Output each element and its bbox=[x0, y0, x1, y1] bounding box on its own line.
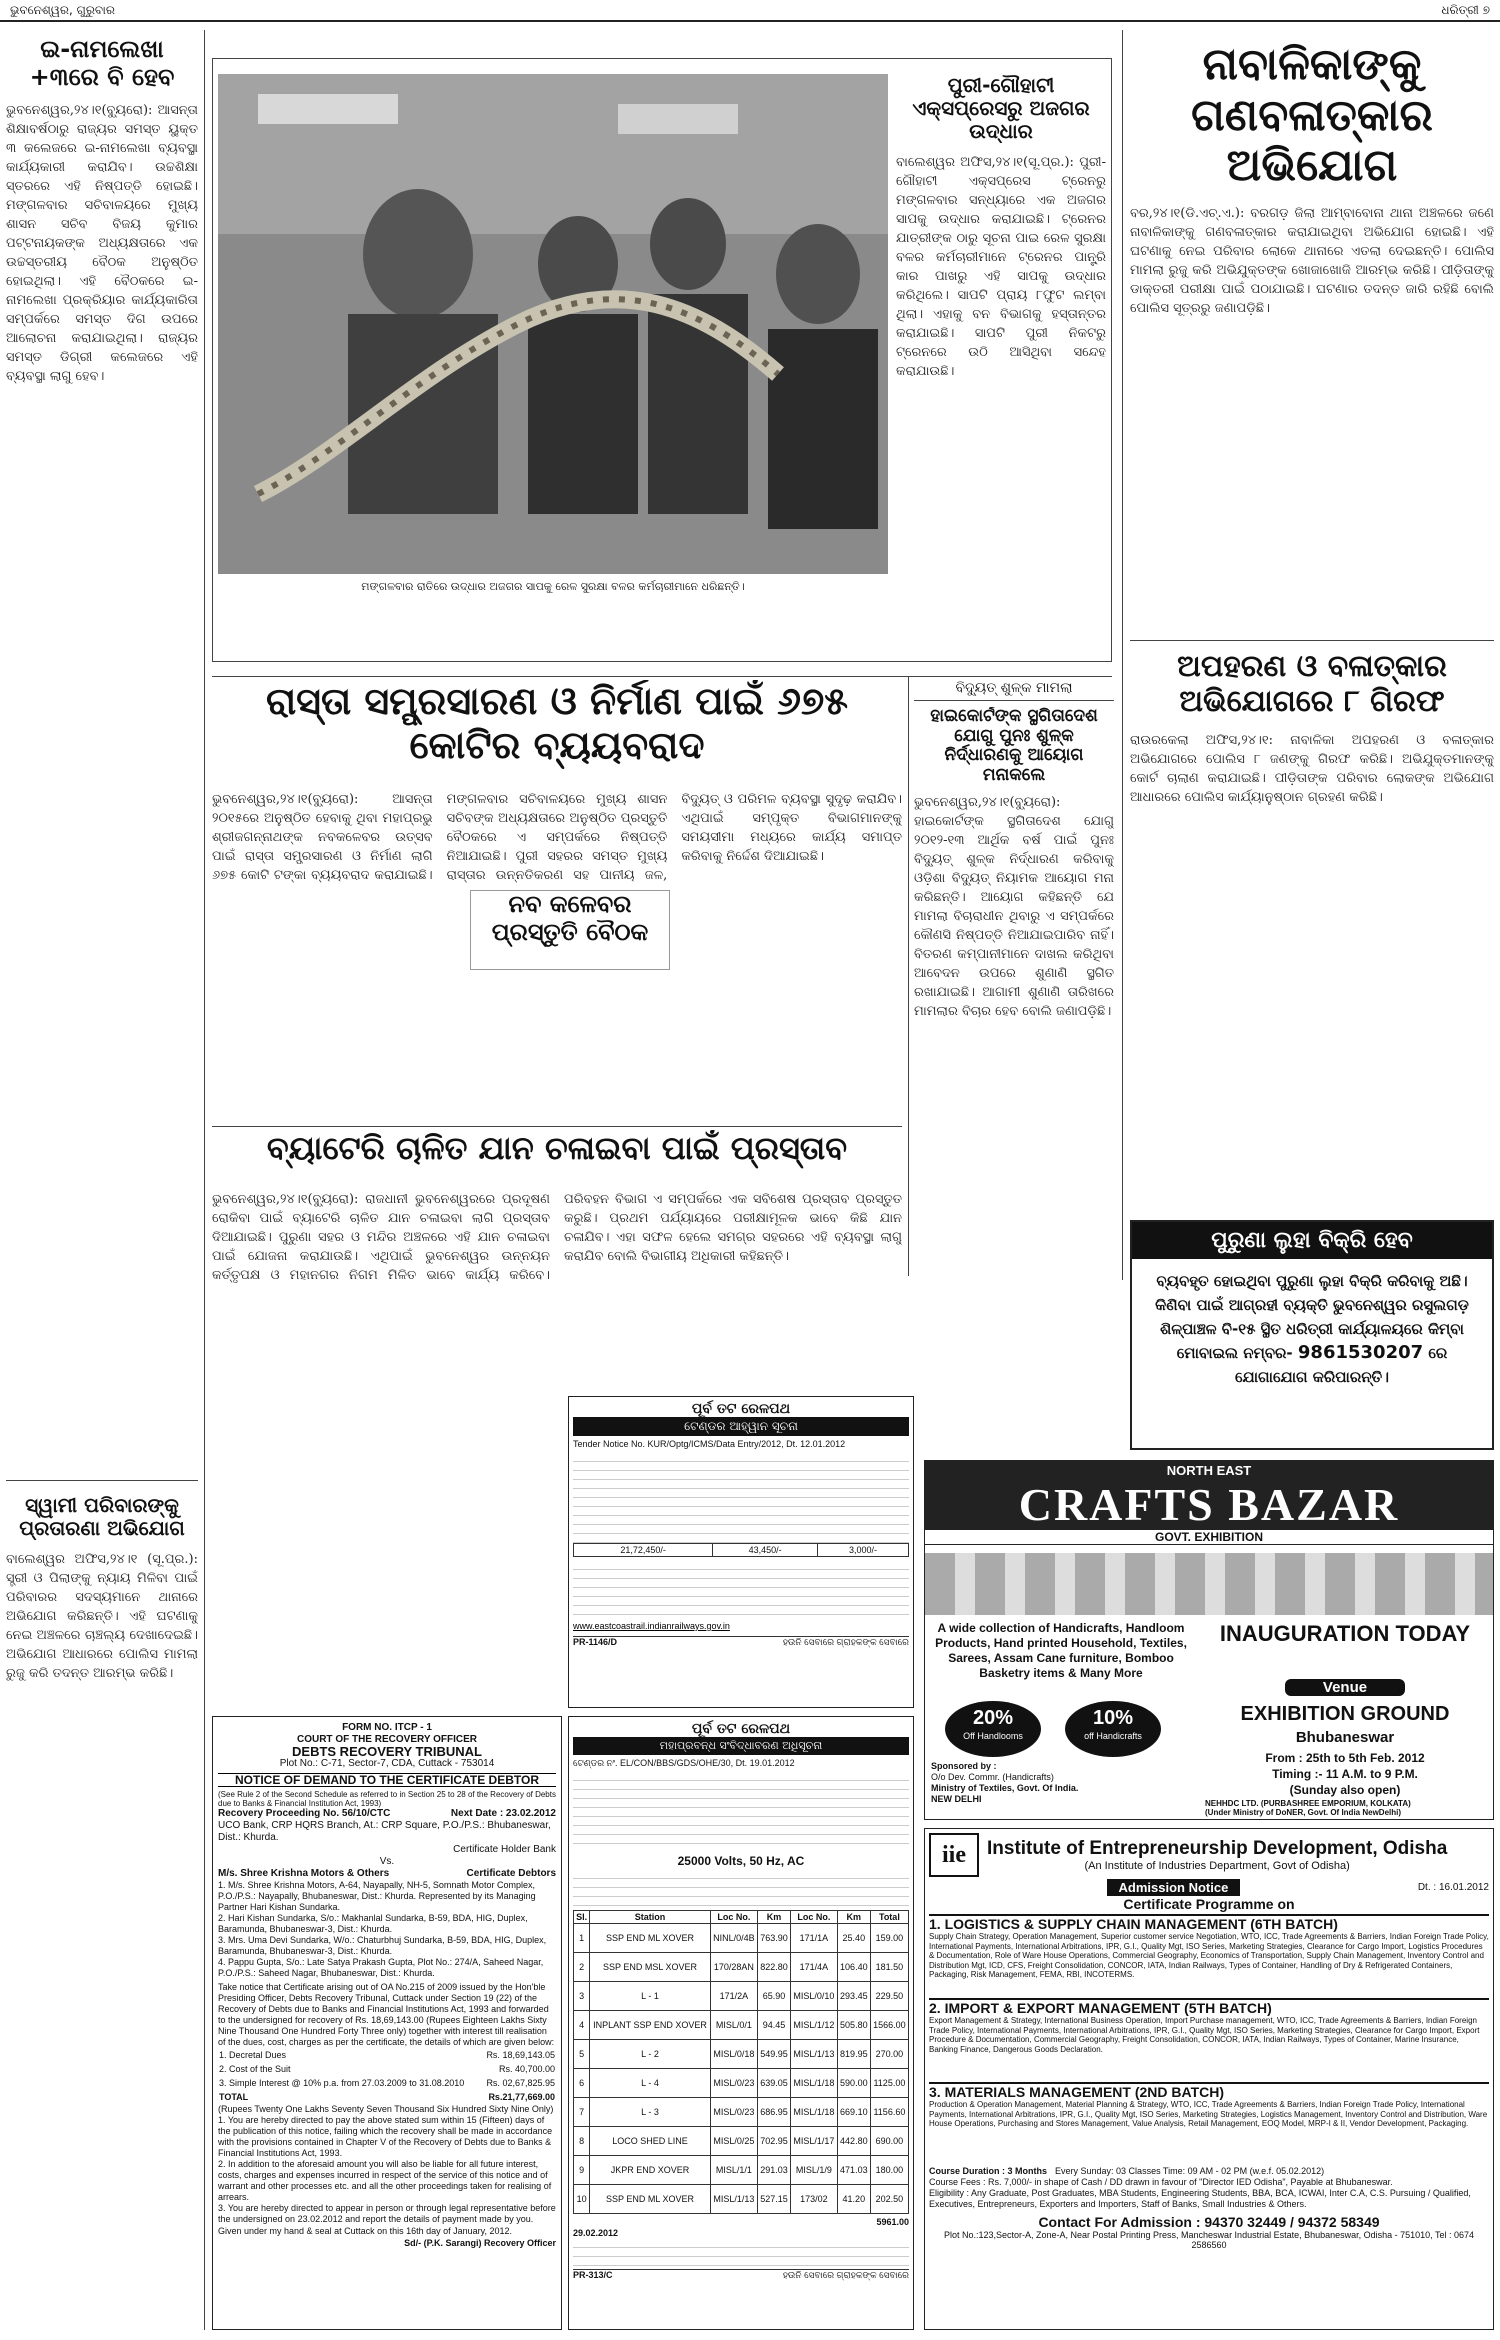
abduction-body: ରାଉରକେଲା ଅଫିସ,୨୪।୧: ନାବାଳିକା ଅପହରଣ ଓ ବଳାତ୍କାର ଅଭିଯୋଗରେ ପୋଲିସ ୮ ଜଣଙ୍କୁ ଗିରଫ କରିଛି। ଅଭିଯୁକ୍ତମାନଙ୍କୁ କୋର୍ଟ ଚାଲାଣ କରାଯାଇଛି। ପୀଡ଼ିତାଙ୍କ ପରିବାର ଲୋକଙ୍କ ଅଭିଯୋଗ ଆଧାରରେ ପୋଲିସ କାର୍ଯ୍ୟାନୁଷ୍ଠାନ ଗ୍ରହଣ କରିଛି। bbox=[1130, 733, 1494, 805]
tender2-col-header: Km bbox=[837, 1911, 870, 1924]
tender1-ref: Tender Notice No. KUR/Optg/ICMS/Data Entry/2012, Dt. 12.01.2012 bbox=[573, 1439, 846, 1449]
hc-rule bbox=[908, 676, 909, 1276]
drt-debtor-item: 2. Hari Kishan Sundarka, S/o.: Makhanlal Sundarka, B-59, BDA, HIG, Duplex, Baramunda, Bhubaneswar-3, Dist.: Khurda. bbox=[218, 1913, 528, 1934]
drt-amount-label: 2. Cost of the Suit bbox=[219, 2064, 291, 2074]
tender2-cell: 442.80 bbox=[837, 2127, 870, 2156]
tender2-cell: SSP END ML XOVER bbox=[590, 1924, 711, 1953]
tender2-cell: MISL/1/18 bbox=[791, 2069, 838, 2098]
tender2-col-header: Loc No. bbox=[710, 1911, 757, 1924]
python-body: ବାଲେଶ୍ୱର ଅଫିସ,୨୪।୧(ସୂ.ପ୍ର.): ପୁରୀ-ଗୌହାଟୀ ଏକ୍ସପ୍ରେସ ଟ୍ରେନରୁ ମଙ୍ଗଳବାର ସନ୍ଧ୍ୟାରେ ଏକ ଅଜଗର ସାପକୁ ଉଦ୍ଧାର କରାଯାଇଛି। ଟ୍ରେନର ଯାତ୍ରୀଙ୍କ ଠାରୁ ସୂଚନା ପାଇ ରେଳ ସୁରକ୍ଷା ବଳର କର୍ମଚାରୀମାନେ ଟ୍ରେନର ପାନ୍ଟ୍ରି କାର ପାଖରୁ ଏହି ସାପକୁ ଉଦ୍ଧାର କରିଥିଲେ। ସାପଟି ପ୍ରାୟ ୮ଫୁଟ ଲମ୍ବା ଥିଲା। ଏହାକୁ ବନ ବିଭାଗକୁ ହସ୍ତାନ୍ତର କରାଯାଇଛି। ସାପଟି ପୁରୀ ନିକଟରୁ ଟ୍ରେନରେ ଉଠି ଆସିଥିବା ସନ୍ଦେହ କରାଯାଉଛି। bbox=[896, 155, 1106, 379]
tender2-date: 29.02.2012 bbox=[573, 2228, 619, 2238]
drt-holder: Certificate Holder Bank bbox=[453, 1844, 556, 1855]
tender2-cell: 291.03 bbox=[758, 2156, 791, 2185]
python-headline: ପୁରୀ-ଗୌହାଟୀ ଏକ୍ସପ୍ରେସରୁ ଅଜଗର ଉଦ୍ଧାର bbox=[912, 74, 1090, 143]
iie-title-block bbox=[987, 1838, 1447, 1872]
tender2-cell: 171/4A bbox=[791, 1953, 838, 1982]
tender2-cell: 9 bbox=[574, 2156, 590, 2185]
tender2-cell: MISL/1/13 bbox=[710, 2185, 757, 2214]
col1b-body: ବାଲେଶ୍ୱର ଅଫିସ,୨୪।୧ (ସୂ.ପ୍ର.): ସ୍ତ୍ରୀ ଓ ପିଲାଙ୍କୁ ନ୍ୟାୟ ମିଳିବା ପାଇଁ ପରିବାରର ସଦସ୍ୟମାନେ ଥାନାରେ ଅଭିଯୋଗ କରିଛନ୍ତି। ଏହି ଘଟଣାକୁ ନେଇ ଅଞ୍ଚଳରେ ଚାଞ୍ଚଲ୍ୟ ଦେଖାଦେଇଛି। ଅଭିଯୋଗ ଆଧାରରେ ପୋଲିସ ମାମଲା ରୁଜୁ କରି ତଦନ୍ତ ଆରମ୍ଭ କରିଛି। bbox=[6, 1552, 198, 1681]
crafts-city: Bhubaneswar bbox=[1295, 1729, 1395, 1746]
iie-date: Dt. : 16.01.2012 bbox=[1417, 1882, 1489, 1893]
iie-cert: Certificate Programme on bbox=[1123, 1896, 1295, 1912]
right-divider bbox=[1130, 640, 1494, 641]
iie-course-1-desc: Supply Chain Strategy, Operation Management, Superior customer service Negotiation, WTO, ICC, Trade Agreements & Barriers, Indian Foreign Trade Policy, International Payments, International Arbitrations, IPR, G.I., Quality Mgt, ISO Series, Marketing Strategies, Clearance for Cargo Import, Logistics Procedures & Documentation, Role of Ware House Operations, Commercial Geography, Economics of Transportation, Supply Chain Management, Inventory Control and Distribution Mgt, ICD, CFS, Freight Consolidation, CONCOR, IATA, Indian Railways, Types of Container, Handling of Dry & Refrigerated Containers, Packaging, Risk Management, FEMA, RBI, INCOTERMS. bbox=[929, 1932, 1489, 1979]
tender2-filler bbox=[573, 1772, 909, 1852]
crafts-timing: Timing :- 11 A.M. to 9 P.M. bbox=[1272, 1767, 1418, 1781]
drt-subtitle: (See Rule 2 of the Second Schedule as referred to in Section 25 to 28 of the Recovery of Debts due to Banks & Financial Institution Act, 1993) bbox=[218, 1790, 556, 1808]
tender2-cell: 471.03 bbox=[837, 2156, 870, 2185]
discount-value: 20% bbox=[972, 1707, 1014, 1729]
iie-logo: iie bbox=[929, 1833, 979, 1877]
tender2-col-header: Km bbox=[758, 1911, 791, 1924]
iie-every: Every Sunday: 03 Classes Time: 09 AM - 02 PM (w.e.f. 05.02.2012) bbox=[1055, 2166, 1325, 2176]
hc-headline: ହାଇକୋର୍ଟଙ୍କ ସ୍ଥଗିତାଦେଶ ଯୋଗୁ ପୁନଃ ଶୁଳ୍କ ନିର୍ଦ୍ଧାରଣକୁ ଆୟୋଗ ମନାକଲେ bbox=[930, 707, 1098, 785]
tender2-col-header: Loc No. bbox=[791, 1911, 838, 1924]
tender1-code: PR-1146/D bbox=[573, 1637, 618, 1647]
col1-body: ଭୁବନେଶ୍ୱର,୨୪।୧(ବ୍ୟୁରୋ): ଆସନ୍ତା ଶିକ୍ଷାବର୍ଷଠାରୁ ରାଜ୍ୟର ସମସ୍ତ ୟୁକ୍ତ ୩ କଲେଜରେ ଇ-ନାମଲେଖା ବ୍ୟବସ୍ଥା କାର୍ଯ୍ୟକାରୀ କରାଯିବ। ଉଚ୍ଚଶିକ୍ଷା ସ୍ତରରେ ଏହି ନିଷ୍ପତ୍ତି ହୋଇଛି। ମଙ୍ଗଳବାର ସଚିବାଳୟରେ ମୁଖ୍ୟ ଶାସନ ସଚିବ ବିଜୟ କୁମାର ପଟ୍ଟନାୟକଙ୍କ ଅଧ୍ୟକ୍ଷତାରେ ଏକ ଉଚ୍ଚସ୍ତରୀୟ ବୈଠକ ଅନୁଷ୍ଠିତ ହୋଇଥିଲା। ଏହି ବୈଠକରେ ଇ-ନାମଲେଖା ପ୍ରକ୍ରିୟାର କାର୍ଯ୍ୟକାରିତା ସମ୍ପର୍କରେ ସମସ୍ତ ଦିଗ ଉପରେ ଆଲୋଚନା କରାଯାଇଥିଲା। ରାଜ୍ୟର ସମସ୍ତ ଡିଗ୍ରୀ କଲେଜରେ ଏହି ବ୍ୟବସ୍ଥା ଲାଗୁ ହେବ। bbox=[6, 103, 198, 385]
battery-body: ଭୁବନେଶ୍ୱର,୨୪।୧(ବ୍ୟୁରୋ): ରାଜଧାନୀ ଭୁବନେଶ୍ୱରରେ ପ୍ରଦୂଷଣ ରୋକିବା ପାଇଁ ବ୍ୟାଟେରି ଚାଳିତ ଯାନ ଚଳାଇବା ଲାଗି ପ୍ରସ୍ତାବ ଦିଆଯାଇଛି। ପୁରୁଣା ସହର ଓ ମନ୍ଦିର ଅଞ୍ଚଳରେ ଏହି ଯାନ ଚଳାଇବା ପାଇଁ ଯୋଜନା କରାଯାଉଛି। ଏଥିପାଇଁ ଭୁବନେଶ୍ୱର ଉନ୍ନୟନ କର୍ତ୍ତୃପକ୍ଷ ଓ ମହାନଗର ନିଗମ ମିଳିତ ଭାବେ କାର୍ଯ୍ୟ କରିବେ। ପରିବହନ ବିଭାଗ ଏ ସମ୍ପର୍କରେ ଏକ ସବିଶେଷ ପ୍ରସ୍ତାବ ପ୍ରସ୍ତୁତ କରୁଛି। ପ୍ରଥମ ପର୍ଯ୍ୟାୟରେ ପରୀକ୍ଷାମୂଳକ ଭାବେ କିଛି ଯାନ ଚଳାଯିବ। ଏହା ସଫଳ ହେଲେ ସମଗ୍ର ସହରରେ ଏହି ବ୍ୟବସ୍ଥା ଲାଗୁ କରାଯିବ ବୋଲି ବିଭାଗୀୟ ଅଧିକାରୀ କହିଛନ୍ତି। bbox=[212, 1192, 902, 1283]
tender2-tech: 25000 Volts, 50 Hz, AC bbox=[677, 1854, 805, 1868]
header-dateline: ଭୁବନେଶ୍ୱର, ଗୁରୁବାର bbox=[10, 2, 115, 17]
iie-ad bbox=[924, 1828, 1494, 2330]
drt-amounts bbox=[218, 2048, 556, 2104]
tender2-cell: 106.40 bbox=[837, 1953, 870, 1982]
discount-text: off Handicrafts bbox=[1084, 1731, 1142, 1741]
tender2-cell: L - 3 bbox=[590, 2098, 711, 2127]
tender2-cell: MISL/0/10 bbox=[791, 1982, 838, 2011]
tender2-header-row bbox=[574, 1911, 909, 1924]
organiser-line: NEHHDC LTD. (PURBASHREE EMPORIUM, KOLKATA) bbox=[1205, 1799, 1411, 1808]
tender2-col-header: Sl. bbox=[574, 1911, 590, 1924]
tender2-cell: MISL/0/25 bbox=[710, 2127, 757, 2156]
tender2-row bbox=[574, 2185, 909, 2214]
abduction-story bbox=[1130, 650, 1494, 1210]
drt-point: 2. In addition to the aforesaid amount you will also be liable for all future interest, costs, charges and expenses incurred in respect of the service of this notice and of warrant and other processes etc. and all the other proceedings taken for realising of arrears. bbox=[218, 2159, 552, 2202]
scrap-notice-tail: ରେ ଯୋଗାଯୋଗ କରିପାରନ୍ତି। bbox=[1234, 1344, 1448, 1386]
road-top-rule bbox=[212, 676, 1112, 677]
tender1-filler-2 bbox=[573, 1561, 909, 1621]
col1b-headline: ସ୍ୱାମୀ ପରିବାରଙ୍କୁ ପ୍ରତାରଣା ଅଭିଯୋଗ bbox=[19, 1494, 185, 1540]
tender2-cell: MISL/1/17 bbox=[791, 2127, 838, 2156]
tender2-cell: 1566.00 bbox=[870, 2011, 908, 2040]
drt-name: DEBTS RECOVERY TRIBUNAL bbox=[292, 1744, 482, 1759]
iie-title: Institute of Entrepreneurship Development, Odisha bbox=[987, 1838, 1448, 1859]
crafts-from: From : 25th to 5th Feb. 2012 bbox=[1265, 1751, 1425, 1765]
tender2-cell: JKPR END XOVER bbox=[590, 2156, 711, 2185]
tender1-org: ପୂର୍ବ ତଟ ରେଳପଥ bbox=[691, 1401, 791, 1417]
tender2-cell: 5 bbox=[574, 2040, 590, 2069]
tender2-row bbox=[574, 1982, 909, 2011]
scrap-notice bbox=[1130, 1220, 1494, 1450]
discount-badge-handicrafts bbox=[1065, 1701, 1161, 1757]
tender2-cell: 4 bbox=[574, 2011, 590, 2040]
tender2-cell: MISL/1/13 bbox=[791, 2040, 838, 2069]
tender2-cell: 669.10 bbox=[837, 2098, 870, 2127]
crafts-sub: GOVT. EXHIBITION bbox=[925, 1530, 1493, 1545]
tender2-cell: 10 bbox=[574, 2185, 590, 2214]
crafts-organiser bbox=[1205, 1799, 1491, 1817]
scrap-notice-text bbox=[1132, 1259, 1492, 1399]
tender2-row bbox=[574, 2011, 909, 2040]
drt-sign: Sd/- (P.K. Sarangi) Recovery Officer bbox=[404, 2238, 556, 2248]
tender1-title: ଟେଣ୍ଡର ଆହ୍ୱାନ ସୂଚନା bbox=[573, 1417, 909, 1436]
iie-duration: Course Duration : 3 Months bbox=[929, 2166, 1048, 2176]
drt-amount-value: Rs.21,77,669.00 bbox=[488, 2092, 555, 2102]
iie-admission-row bbox=[929, 1879, 1489, 1896]
tender2-col-header: Station bbox=[590, 1911, 711, 1924]
tender1-footer bbox=[573, 1636, 909, 1648]
tender2-cell: 549.95 bbox=[758, 2040, 791, 2069]
drt-title: NOTICE OF DEMAND TO THE CERTIFICATE DEBTOR bbox=[218, 1773, 556, 1787]
drt-debtor-list bbox=[218, 1880, 556, 1979]
iie-course-2: 2. IMPORT & EXPORT MANAGEMENT (5TH BATCH) bbox=[929, 1998, 1489, 2016]
tender2-cell: 6 bbox=[574, 2069, 590, 2098]
tender2-cell: 702.95 bbox=[758, 2127, 791, 2156]
tender2-ad bbox=[568, 1716, 914, 2330]
tender2-cell: MISL/0/18 bbox=[710, 2040, 757, 2069]
right-column-rule bbox=[1122, 30, 1123, 1280]
iie-course-3-desc: Production & Operation Management, Material Planning & Strategy, WTO, ICC, Trade Agreements & Barriers, Indian Foreign Trade Policy, International Payments, International Arbitrations, IPR, G.I., Quality Mgt, ISO Series, Marketing Strategies, Logistics Management, Inventory Control and Distribution, Ware House Operations, Purchasing and Stores Management, Value Analysis, Retail Management, EOQ Model, MRP-I & II, Vendor Development, Packaging. bbox=[929, 2100, 1488, 2128]
drt-debtor-item: 3. Mrs. Uma Devi Sundarka, W/o.: Chaturbhuj Sundarka, B-59, BDA, HIG, Duplex, Baramunda, Bhubaneswar-3, Dist.: Khurda. bbox=[218, 1935, 547, 1956]
iie-eligibility: Eligibility : Any Graduate, Post Graduates, MBA Students, Engineering Students, BBA, BCA, ICWAI, Inter C.A, C.S. Pursuing / Qualified, Executives, Entrepreneurs, Exporters and Importers, Staff of Banks, Small Industries & Others. bbox=[929, 2188, 1471, 2209]
tender2-row bbox=[574, 2156, 909, 2185]
tender1-foot: ହଉନି ସେବାରେ ଗ୍ରାହକଙ୍କ ସେବାରେ bbox=[782, 1637, 909, 1647]
tender2-cell: 1156.60 bbox=[870, 2098, 908, 2127]
battery-top-rule bbox=[212, 1126, 902, 1127]
iie-fees: Course Fees : Rs. 7,000/- in shape of Cash / DD drawn in favour of "Director IED Odisha", Payable at Bhubaneswar. bbox=[929, 2177, 1393, 2187]
drt-bank: UCO Bank, CRP HQRS Branch, At.: CRP Square, P.O./P.S.: Bhubaneswar, Dist.: Khurda. bbox=[218, 1820, 551, 1843]
tender1-table bbox=[573, 1543, 909, 1557]
tender2-cell: 7 bbox=[574, 2098, 590, 2127]
tender2-cell: 94.45 bbox=[758, 2011, 791, 2040]
tender2-body bbox=[574, 1924, 909, 2214]
drt-given: Given under my hand & seal at Cuttack on this 16th day of January, 2012. bbox=[218, 2226, 513, 2236]
hc-kicker: ବିଦ୍ୟୁତ୍ ଶୁଳ୍କ ମାମଲା bbox=[914, 680, 1114, 701]
tender2-cell: 181.50 bbox=[870, 1953, 908, 1982]
tender1-filler bbox=[573, 1453, 909, 1543]
scrap-notice-phone: 9861530207 bbox=[1297, 1342, 1424, 1363]
iie-course-3: 3. MATERIALS MANAGEMENT (2ND BATCH) bbox=[929, 2082, 1489, 2100]
crafts-venue: Venue bbox=[1285, 1679, 1405, 1696]
drt-debtor-item: 4. Pappu Gupta, S/o.: Late Satya Prakash Gupta, Plot No.: 274/A, Saheed Nagar, P.O./P.S.: Saheed Nagar, Bhubaneswar, Dist.: Khurda. bbox=[218, 1957, 544, 1978]
scrap-notice-body: ବ୍ୟବହୃତ ହୋଇଥିବା ପୁରୁଣା ଲୁହା ବିକ୍ରି କରିବାକୁ ଅଛି। କିଣିବା ପାଇଁ ଆଗ୍ରହୀ ବ୍ୟକ୍ତି ଭୁବନେଶ୍ୱର ରସୁଲଗଡ଼ ଶିଳ୍ପାଞ୍ଚଳ ବି-୧୫ ସ୍ଥିତ ଧରିତ୍ରୀ କାର୍ଯ୍ୟାଳୟରେ କିମ୍ବା ମୋବାଇଲ ନମ୍ବର- bbox=[1155, 1272, 1469, 1362]
tender2-cell: 229.50 bbox=[870, 1982, 908, 2011]
tender2-cell: MISL/1/9 bbox=[791, 2156, 838, 2185]
page-header bbox=[0, 0, 1500, 22]
hc-body: ଭୁବନେଶ୍ୱର,୨୪।୧(ବ୍ୟୁରୋ): ହାଇକୋର୍ଟଙ୍କ ସ୍ଥଗିତାଦେଶ ଯୋଗୁ ୨୦୧୨-୧୩ ଆର୍ଥିକ ବର୍ଷ ପାଇଁ ପୁନଃ ବିଦ୍ୟୁତ୍ ଶୁଳ୍କ ନିର୍ଦ୍ଧାରଣ କରିବାକୁ ଓଡ଼ିଶା ବିଦ୍ୟୁତ୍ ନିୟାମକ ଆୟୋଗ ମନା କରିଛନ୍ତି। ଆୟୋଗ କହିଛନ୍ତି ଯେ ମାମଲା ବିଚାରାଧୀନ ଥିବାରୁ ଏ ସମ୍ପର୍କରେ କୌଣସି ନିଷ୍ପତ୍ତି ନିଆଯାଇପାରିବ ନାହିଁ। ବିତରଣ କମ୍ପାନୀମାନେ ଦାଖଲ କରିଥିବା ଆବେଦନ ଉପରେ ଶୁଣାଣି ସ୍ଥଗିତ ରଖାଯାଇଛି। ଆଗାମୀ ଶୁଣାଣି ତାରିଖରେ ମାମଲାର ବିଚାର ହେବ ବୋଲି ଜଣାପଡ଼ିଛି। bbox=[914, 795, 1114, 1020]
crafts-sponsor bbox=[931, 1761, 1201, 1805]
crafts-graphic bbox=[925, 1553, 1494, 1615]
tender2-foot: ହଉନି ସେବାରେ ଗ୍ରାହକଙ୍କ ସେବାରେ bbox=[782, 2270, 909, 2280]
crafts-title: CRAFTS BAZAR bbox=[925, 1480, 1493, 1530]
tender2-cell: 686.95 bbox=[758, 2098, 791, 2127]
tender2-row bbox=[574, 2040, 909, 2069]
tender2-cell: 819.95 bbox=[837, 2040, 870, 2069]
road-subhead: ନବ କଳେବର ପ୍ରସ୍ତୁତି ବୈଠକ bbox=[470, 890, 670, 970]
rape-headline: ନାବାଳିକାଙ୍କୁ ଗଣବଳାତ୍କାର ଅଭିଯୋଗ bbox=[1191, 40, 1433, 192]
tender1-cost: 21,72,450/- bbox=[574, 1544, 713, 1557]
organiser-line: (Under Ministry of DoNER, Govt. Of India NewDelhi) bbox=[1205, 1808, 1402, 1817]
iie-course-2-desc: Export Management & Strategy, International Business Operation, Import Purchase management, WTO, ICC, Trade Agreements & Barriers, Indian Foreign Trade Policy, International Payments, International Arbitrations, IPR, G.I., Quality Mgt, ISO Series, Marketing Strategies, Clearance for Cargo Import, Export Procedure & Documentation, Commercial Geography, Freight Consolidation, CONCOR, IATA, Indian Railways, Types of Container, Marine Insurance, Banking Finance, Dangerous Goods Declaration. bbox=[929, 2016, 1480, 2054]
tender2-cell: 505.80 bbox=[837, 2011, 870, 2040]
drt-vs: Vs. bbox=[379, 1856, 395, 1867]
drt-amount-value: Rs. 40,700.00 bbox=[498, 2064, 555, 2074]
header-page-number: ଧରିତ୍ରୀ ୭ bbox=[1441, 2, 1490, 17]
drt-debtor-item: 1. M/s. Shree Krishna Motors, A-64, Nayapally, NH-5, Somnath Motor Complex, P.O./P.S.: Nayapally, Bhubaneswar, Dist.: Khurda. Represented by its Managing Partner Hari Kishan Sundarka. bbox=[218, 1880, 536, 1912]
tender2-cell: L - 1 bbox=[590, 1982, 711, 2011]
tender2-cell: L - 2 bbox=[590, 2040, 711, 2069]
discount-text: Off Handlooms bbox=[963, 1731, 1023, 1741]
snake-photo bbox=[218, 74, 888, 574]
sponsor-line: O/o Dev. Commr. (Handicrafts) bbox=[931, 1772, 1054, 1782]
drt-amount-value: Rs. 02,67,825.95 bbox=[486, 2078, 555, 2088]
tender2-cell: 822.80 bbox=[758, 1953, 791, 1982]
road-headline: ରାସ୍ତା ସମ୍ପ୍ରସାରଣ ଓ ନିର୍ମାଣ ପାଇଁ ୬୭୫ କୋଟିର ବ୍ୟୟବରାଦ bbox=[265, 680, 849, 767]
tender2-cell: SSP END ML XOVER bbox=[590, 2185, 711, 2214]
tender2-footer bbox=[573, 2269, 909, 2281]
rape-body: ବର,୨୪।୧(ଡି.ଏଚ୍.ଏ.): ବରଗଡ଼ ଜିଲା ଆମ୍ବାବୋନା ଥାନା ଅଞ୍ଚଳରେ ଜଣେ ନାବାଳିକାଙ୍କୁ ଗଣବଳାତ୍କାର କରାଯାଇଥିବା ଅଭିଯୋଗ ହୋଇଛି। ଏହି ଘଟଣାକୁ ନେଇ ପରିବାର ଲୋକେ ଥାନାରେ ଏତଲା ଦେଇଛନ୍ତି। ପୋଲିସ ମାମଲା ରୁଜୁ କରି ଅଭିଯୁକ୍ତଙ୍କ ଖୋଜାଖୋଜି ଆରମ୍ଭ କରିଛି। ପୀଡ଼ିତାଙ୍କୁ ଡାକ୍ତରୀ ପରୀକ୍ଷା ପାଇଁ ପଠାଯାଇଛି। ଘଟଣାର ତଦନ୍ତ ଜାରି ରହିଛି ବୋଲି ପୋଲିସ ସୂତ୍ରରୁ ଜଣାପଡ଼ିଛି। bbox=[1130, 205, 1494, 316]
drt-point: 1. You are hereby directed to pay the above stated sum within 15 (Fifteen) days of the publication of this notice, failing which the recovery shall be made in accordance with the provisions contained in Chapter V of the Recovery of Debts due to Banks & Financial Institutions Act, 1993. bbox=[218, 2115, 553, 2158]
discount-value: 10% bbox=[1092, 1707, 1134, 1729]
discount-badge-handlooms bbox=[945, 1701, 1041, 1757]
iie-address: Plot No.:123,Sector-A, Zone-A, Near Postal Printing Press, Mancheswar Industrial Estate, Bhubaneswar, Odisha - 751010, Tel : 0674 2586560 bbox=[943, 2230, 1475, 2250]
drt-points bbox=[218, 2115, 556, 2225]
tender1-fee: 3,000/- bbox=[817, 1544, 908, 1557]
iie-header bbox=[929, 1833, 1489, 1877]
tender2-cell: 2 bbox=[574, 1953, 590, 1982]
sponsor-label: Sponsored by : bbox=[931, 1761, 997, 1771]
tender2-table bbox=[573, 1910, 909, 2214]
tender2-code: PR-313/C bbox=[573, 2270, 613, 2280]
tender2-cell: 1125.00 bbox=[870, 2069, 908, 2098]
tender2-cell: 41.20 bbox=[837, 2185, 870, 2214]
tender2-cell: 270.00 bbox=[870, 2040, 908, 2069]
drt-paragraph: Take notice that Certificate arising out of OA No.215 of 2009 issued by the Hon'ble Presiding Officer, Debts Recovery Tribunal, Cuttack under Section 19 (22) of the Recovery of Debts due to Banks and Financial Institutions Act, 1993 and forwarded to the undersigned for recovery of Rs. 18,69,143.00 (Rupees Eighteen Lakhs Sixty Nine Thousand One Hundred Forty Three only) together with interest till realisation of the dues, cost, charges as per the certificate, the details of which are given below: bbox=[218, 1982, 555, 2047]
drt-debtor-row bbox=[218, 1868, 556, 1880]
drt-notice bbox=[212, 1716, 562, 2330]
tender2-cell: 180.00 bbox=[870, 2156, 908, 2185]
tender2-cell: 171/2A bbox=[710, 1982, 757, 2011]
iie-subtitle: (An Institute of Industries Department, Govt of Odisha) bbox=[1084, 1860, 1350, 1872]
tender2-cell: 202.50 bbox=[870, 2185, 908, 2214]
drt-debtor: M/s. Shree Krishna Motors & Others bbox=[218, 1868, 390, 1879]
column-rule bbox=[204, 30, 205, 2330]
crafts-sunday: (Sunday also open) bbox=[1289, 1783, 1401, 1797]
abduction-headline: ଅପହରଣ ଓ ବଳାତ୍କାର ଅଭିଯୋଗରେ ୮ ଗିରଫ bbox=[1177, 650, 1447, 719]
tender2-cell: SSP END MSL XOVER bbox=[590, 1953, 711, 1982]
drt-form: FORM NO. ITCP - 1 bbox=[342, 1722, 432, 1733]
tender2-cell: 8 bbox=[574, 2127, 590, 2156]
drt-court: COURT OF THE RECOVERY OFFICER bbox=[296, 1734, 477, 1745]
tender2-row bbox=[574, 2098, 909, 2127]
tender2-cell: MISL/1/1 bbox=[710, 2156, 757, 2185]
tender2-row bbox=[574, 1953, 909, 1982]
drt-proceeding: Recovery Proceeding No. 56/10/CTC bbox=[218, 1808, 391, 1819]
tender1-site[interactable]: www.eastcoastrail.indianrailways.gov.in bbox=[573, 1621, 730, 1631]
tender2-cell: MISL/0/23 bbox=[710, 2069, 757, 2098]
tender2-cell: MISL/1/12 bbox=[791, 2011, 838, 2040]
drt-words: (Rupees Twenty One Lakhs Seventy Seven Thousand Six Hundred Sixty Nine Only) bbox=[218, 2104, 554, 2114]
tender2-cell: 171/1A bbox=[791, 1924, 838, 1953]
tender2-cell: 159.00 bbox=[870, 1924, 908, 1953]
col1b-story bbox=[6, 1490, 198, 2330]
tender2-row bbox=[574, 2127, 909, 2156]
tender2-filler-2 bbox=[573, 1870, 909, 1906]
tender2-cell: 25.40 bbox=[837, 1924, 870, 1953]
tender2-cell: INPLANT SSP END XOVER bbox=[590, 2011, 711, 2040]
scrap-notice-headline: ପୁରୁଣା ଲୁହା ବିକ୍ରି ହେବ bbox=[1132, 1222, 1492, 1259]
drt-debtors-label: Certificate Debtors bbox=[466, 1868, 556, 1879]
tender2-title: ମହାପ୍ରବନ୍ଧ ସଂବିଦ୍ଧାବରଣ ଅଧିସୂଚନା bbox=[573, 1737, 909, 1755]
tender2-cell: 527.15 bbox=[758, 2185, 791, 2214]
iie-admission: Admission Notice bbox=[1107, 1879, 1241, 1896]
tender2-row bbox=[574, 1924, 909, 1953]
tender2-filler-3 bbox=[573, 2239, 909, 2269]
tender2-cell: 639.05 bbox=[758, 2069, 791, 2098]
tender2-cell: L - 4 bbox=[590, 2069, 711, 2098]
tender2-cell: 763.90 bbox=[758, 1924, 791, 1953]
crafts-desc: A wide collection of Handicrafts, Handloom Products, Hand printed Household, Textiles, Sarees, Assam Cane furniture, Bomboo Basketry items & Many More bbox=[935, 1621, 1187, 1680]
python-story bbox=[896, 74, 1106, 660]
tender1-emd: 43,450/- bbox=[713, 1544, 818, 1557]
tender2-cell: 65.90 bbox=[758, 1982, 791, 2011]
tender2-cell: 3 bbox=[574, 1982, 590, 2011]
tender2-ref: ଟେଣ୍ଡର ନଂ. EL/CON/BBS/GDS/OHE/30, Dt. 19.01.2012 bbox=[573, 1758, 795, 1768]
crafts-inaug: INAUGURATION TODAY bbox=[1219, 1621, 1471, 1646]
tender2-cell: NINL/0/4B bbox=[710, 1924, 757, 1953]
crafts-bazar-ad bbox=[924, 1460, 1494, 1820]
tender1-ad bbox=[568, 1396, 914, 1708]
tender2-cell: 1 bbox=[574, 1924, 590, 1953]
drt-point: 3. You are hereby directed to appear in person or through legal representative before the undersigned on 23.02.2012 and report the details of payment made by you. bbox=[218, 2203, 556, 2224]
iie-course-1: 1. LOGISTICS & SUPPLY CHAIN MANAGEMENT (6TH BATCH) bbox=[929, 1914, 1489, 1932]
iie-duration-row bbox=[929, 2166, 1489, 2177]
tender2-cell: 293.45 bbox=[837, 1982, 870, 2011]
crafts-top: NORTH EAST bbox=[925, 1461, 1493, 1480]
tender2-row bbox=[574, 2069, 909, 2098]
col1-divider bbox=[6, 1480, 198, 1481]
tender2-cell: 173/02 bbox=[791, 2185, 838, 2214]
tender2-cell: MISL/1/18 bbox=[791, 2098, 838, 2127]
col1-headline: ଇ-ନାମଲେଖା +୩ରେ ବି ହେବ bbox=[29, 36, 175, 91]
col1-story bbox=[6, 30, 198, 1470]
rape-story bbox=[1130, 40, 1494, 630]
tender2-cell: MISL/0/23 bbox=[710, 2098, 757, 2127]
tender2-cell: 170/28AN bbox=[710, 1953, 757, 1982]
drt-address: Plot No.: C-71, Sector-7, CDA, Cuttack - 753014 bbox=[279, 1758, 495, 1769]
battery-story bbox=[212, 1190, 902, 1390]
drt-next-date: Next Date : 23.02.2012 bbox=[450, 1808, 556, 1819]
tender2-cell: 690.00 bbox=[870, 2127, 908, 2156]
tender2-cell: 590.00 bbox=[837, 2069, 870, 2098]
tender2-cell: MISL/0/1 bbox=[710, 2011, 757, 2040]
tender2-col-header: Total bbox=[870, 1911, 908, 1924]
drt-amount-value: Rs. 18,69,143.05 bbox=[486, 2050, 555, 2060]
drt-amount-label: TOTAL bbox=[219, 2092, 249, 2102]
drt-amount-label: 3. Simple Interest @ 10% p.a. from 27.03.2009 to 31.08.2010 bbox=[219, 2078, 465, 2088]
hc-story bbox=[914, 680, 1114, 1280]
iie-contact: Contact For Admission : 94370 32449 / 94372 58349 bbox=[1038, 2214, 1380, 2230]
tender2-cell: LOCO SHED LINE bbox=[590, 2127, 711, 2156]
tender2-org: ପୂର୍ବ ତଟ ରେଳପଥ bbox=[691, 1721, 791, 1737]
drt-proceeding-row bbox=[218, 1808, 556, 1820]
battery-headline: ବ୍ୟାଟେରି ଚାଳିତ ଯାନ ଚଳାଇବା ପାଇଁ ପ୍ରସ୍ତାବ bbox=[266, 1130, 848, 1167]
sponsor-line: Ministry of Textiles, Govt. Of India. bbox=[931, 1783, 1079, 1793]
road-body: ଭୁବନେଶ୍ୱର,୨୪।୧(ବ୍ୟୁରୋ): ଆସନ୍ତା ୨୦୧୫ରେ ଅନୁଷ୍ଠିତ ହେବାକୁ ଥିବା ମହାପ୍ରଭୁ ଶ୍ରୀଜଗନ୍ନାଥଙ୍କ ନବକଳେବର ଉତ୍ସବ ପାଇଁ ରାସ୍ତା ସମ୍ପ୍ରସାରଣ ଓ ନିର୍ମାଣ ଲାଗି ୬୭୫ କୋଟି ଟଙ୍କା ବ୍ୟୟବରାଦ କରାଯାଇଛି। ମଙ୍ଗଳବାର ସଚିବାଳୟରେ ମୁଖ୍ୟ ଶାସନ ସଚିବଙ୍କ ଅଧ୍ୟକ୍ଷତାରେ ଅନୁଷ୍ଠିତ ପ୍ରସ୍ତୁତି ବୈଠକରେ ଏ ସମ୍ପର୍କରେ ନିଷ୍ପତ୍ତି ନିଆଯାଇଛି। ପୁରୀ ସହରର ସମସ୍ତ ମୁଖ୍ୟ ରାସ୍ତାର ଉନ୍ନତିକରଣ ସହ ପାନୀୟ ଜଳ, ବିଦ୍ୟୁତ୍ ଓ ପରିମଳ ବ୍ୟବସ୍ଥା ସୁଦୃଢ଼ କରାଯିବ। ଏଥିପାଇଁ ସମ୍ପୃକ୍ତ ବିଭାଗମାନଙ୍କୁ ସମୟସୀମା ମଧ୍ୟରେ କାର୍ଯ୍ୟ ସମାପ୍ତ କରିବାକୁ ନିର୍ଦ୍ଦେଶ ଦିଆଯାଇଛି। bbox=[212, 792, 902, 883]
crafts-ground: EXHIBITION GROUND bbox=[1240, 1703, 1450, 1725]
tender2-total: 5961.00 bbox=[876, 2217, 909, 2227]
sponsor-line: NEW DELHI bbox=[931, 1794, 982, 1804]
photo-caption: ମଙ୍ଗଳବାର ରାତିରେ ଉଦ୍ଧାର ଅଜଗର ସାପକୁ ରେଳ ସୁରକ୍ଷା ବଳର କର୍ମଚାରୀମାନେ ଧରିଛନ୍ତି। bbox=[361, 580, 745, 593]
drt-amount-label: 1. Decretal Dues bbox=[219, 2050, 287, 2060]
